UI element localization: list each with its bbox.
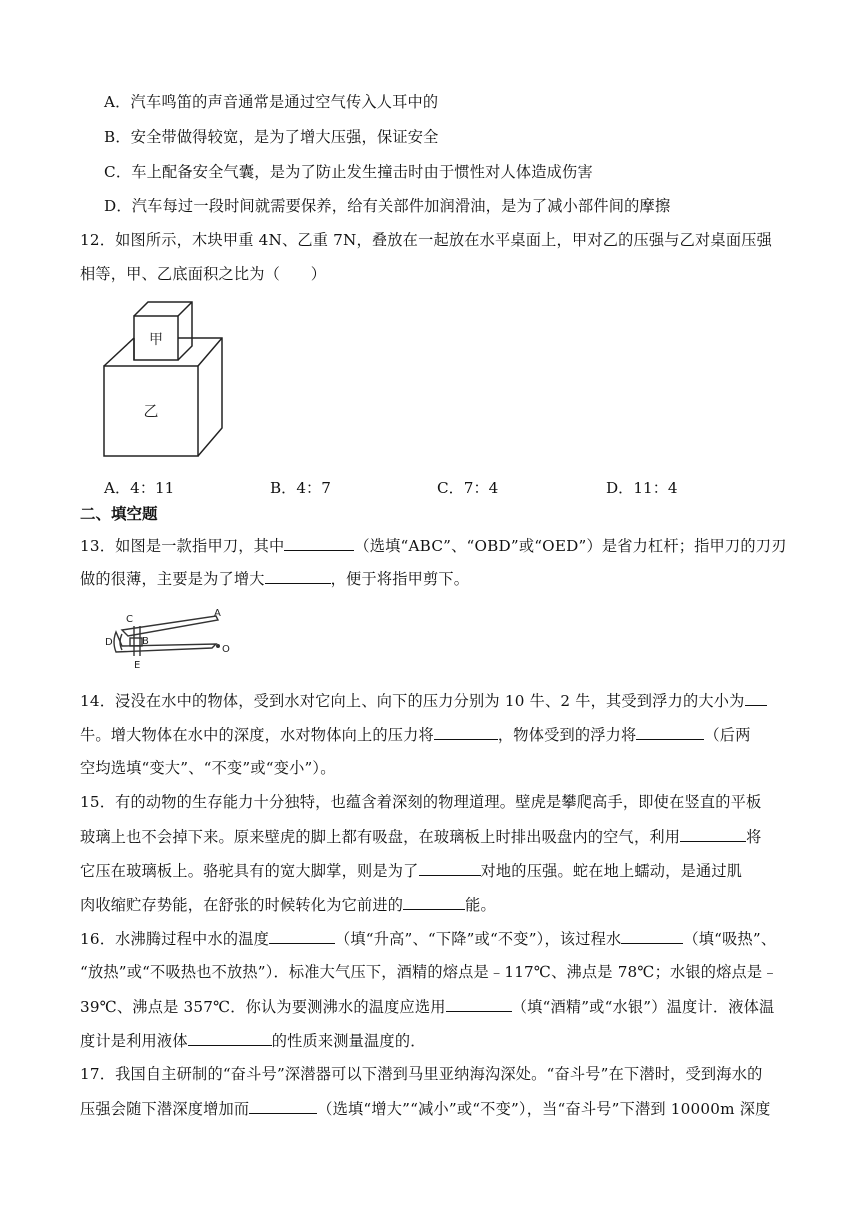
q14-line3: 空均选填“变大”、“不变”或“变小”）。 [80, 759, 336, 777]
q16-blank-3[interactable] [446, 996, 512, 1012]
q15-blank-1[interactable] [680, 826, 746, 842]
q15-line3 [80, 860, 742, 881]
q13-line2 [80, 568, 469, 589]
q15-text-4a: 肉收缩贮存势能，在舒张的时候转化为它前进的 [80, 896, 404, 914]
q14-line1 [80, 690, 767, 711]
q14-text-1a: 14．浸没在水中的物体，受到水对它向上、向下的压力分别为 10 牛、2 牛，其受到浮力的大小为 [80, 692, 745, 710]
q17-text-2a: 压强会随下潜深度增加而 [80, 1100, 250, 1118]
q16-blank-4[interactable] [188, 1030, 272, 1046]
q15-text-3b: 对地的压强。蛇在地上蠕动，是通过肌 [480, 862, 743, 880]
q12-choice-a: A．4：11 [104, 479, 175, 497]
q13-blank-1[interactable] [284, 535, 354, 551]
q14-text-2a: 牛。增大物体在水中的深度，水对物体向上的压力将 [80, 726, 434, 744]
q15-blank-2[interactable] [419, 860, 481, 876]
section-heading-fill-in: 二、填空题 [80, 505, 158, 523]
q11-option-a: A．汽车鸣笛的声音通常是通过空气传入人耳中的 [104, 93, 439, 111]
q15-text-2a: 玻璃上也不会掉下来。原来壁虎的脚上都有吸盘，在玻璃板上时排出吸盘内的空气，利用 [80, 828, 681, 846]
q14-text-2b: ，物体受到的浮力将 [497, 726, 637, 744]
q16-blank-2[interactable] [621, 928, 683, 944]
q16-text-3b: （填“酒精”或“水银”）温度计．液体温 [511, 998, 775, 1016]
q16-text-1c: （填“吸热”、 [683, 930, 777, 948]
block-yi-label: 乙 [143, 402, 159, 420]
q14-line2 [80, 724, 751, 745]
q16-text-1a: 16．水沸腾过程中水的温度 [80, 930, 269, 948]
q15-line2 [80, 826, 762, 847]
q14-blank-3[interactable] [636, 724, 704, 740]
block-jia-label: 甲 [149, 332, 163, 348]
q14-blank-1[interactable] [745, 690, 767, 706]
q16-text-4a: 度计是利用液体 [80, 1032, 188, 1050]
clipper-label-a: A [214, 608, 221, 619]
q16-blank-1[interactable] [269, 928, 335, 944]
q16-line1 [80, 928, 776, 949]
q15-line4 [80, 894, 496, 915]
q13-blank-2[interactable] [265, 568, 331, 584]
clipper-label-b: B [142, 636, 149, 647]
clipper-label-c: C [126, 614, 133, 625]
q17-line1: 17．我国自主研制的“奋斗号”深潜器可以下潜到马里亚纳海沟深处。“奋斗号”在下潜时，受到海水的 [80, 1065, 763, 1083]
q13-line1 [80, 535, 787, 556]
q13-text-1a: 13．如图是一款指甲刀，其中 [80, 537, 285, 555]
q15-blank-3[interactable] [403, 894, 465, 910]
q11-option-d: D．汽车每过一段时间就需要保养，给有关部件加润滑油，是为了减小部件间的摩擦 [104, 197, 671, 215]
q15-text-2b: 将 [746, 828, 762, 846]
q13-text-2b: ，便于将指甲剪下。 [330, 570, 470, 588]
q12-choice-d: D．11：4 [606, 479, 678, 497]
q14-text-2c: （后两 [704, 726, 751, 744]
q13-text-2a: 做的很薄，主要是为了增大 [80, 570, 265, 588]
q12-stem-line2: 相等，甲、乙底面积之比为（ ） [80, 265, 327, 283]
q14-blank-2[interactable] [434, 724, 498, 740]
q16-line4 [80, 1030, 426, 1051]
q15-text-4b: 能。 [465, 896, 496, 914]
q11-option-c: C．车上配备安全气囊，是为了防止发生撞击时由于惯性对人体造成伤害 [104, 163, 593, 181]
q12-choice-b: B．4：7 [270, 479, 331, 497]
q15-line1: 15．有的动物的生存能力十分独特，也蕴含着深刻的物理道理。壁虎是攀爬高手，即使在竖直的平板 [80, 793, 762, 811]
q16-line3 [80, 996, 774, 1017]
q15-text-3a: 它压在玻璃板上。骆驼具有的宽大脚掌，则是为了 [80, 862, 419, 880]
clipper-label-d: D [105, 637, 113, 648]
q12-choice-c: C．7：4 [437, 479, 499, 497]
q17-blank-1[interactable] [249, 1098, 317, 1114]
q17-line2 [80, 1098, 771, 1119]
stacked-blocks-figure [100, 298, 230, 460]
q16-text-3a: 39℃、沸点是 357℃．你认为要测沸水的温度应选用 [80, 998, 446, 1016]
clipper-label-e: E [134, 660, 141, 670]
q12-stem-line1: 12．如图所示，木块甲重 4N、乙重 7N，叠放在一起放在水平桌面上，甲对乙的压强与乙对桌面压强 [80, 231, 772, 249]
clipper-label-o: O [222, 644, 230, 655]
q16-text-1b: （填“升高”、“下降”或“不变”），该过程水 [335, 930, 622, 948]
q16-line2: “放热”或“不吸热也不放热”）．标准大气压下，酒精的熔点是﹣117℃、沸点是 78℃；水银的熔点是﹣ [80, 963, 778, 981]
q11-option-b: B．安全带做得较宽，是为了增大压强，保证安全 [104, 128, 439, 146]
q17-text-2b: （选填“增大”“减小”或“不变”），当“奋斗号”下潜到 10000m 深度 [317, 1100, 771, 1118]
q16-text-4b: 的性质来测量温度的． [271, 1032, 426, 1050]
nail-clipper-figure [104, 608, 236, 670]
q13-text-1b: （选填“ABC”、“OBD”或“OED”）是省力杠杆；指甲刀的刀刃 [354, 537, 787, 555]
